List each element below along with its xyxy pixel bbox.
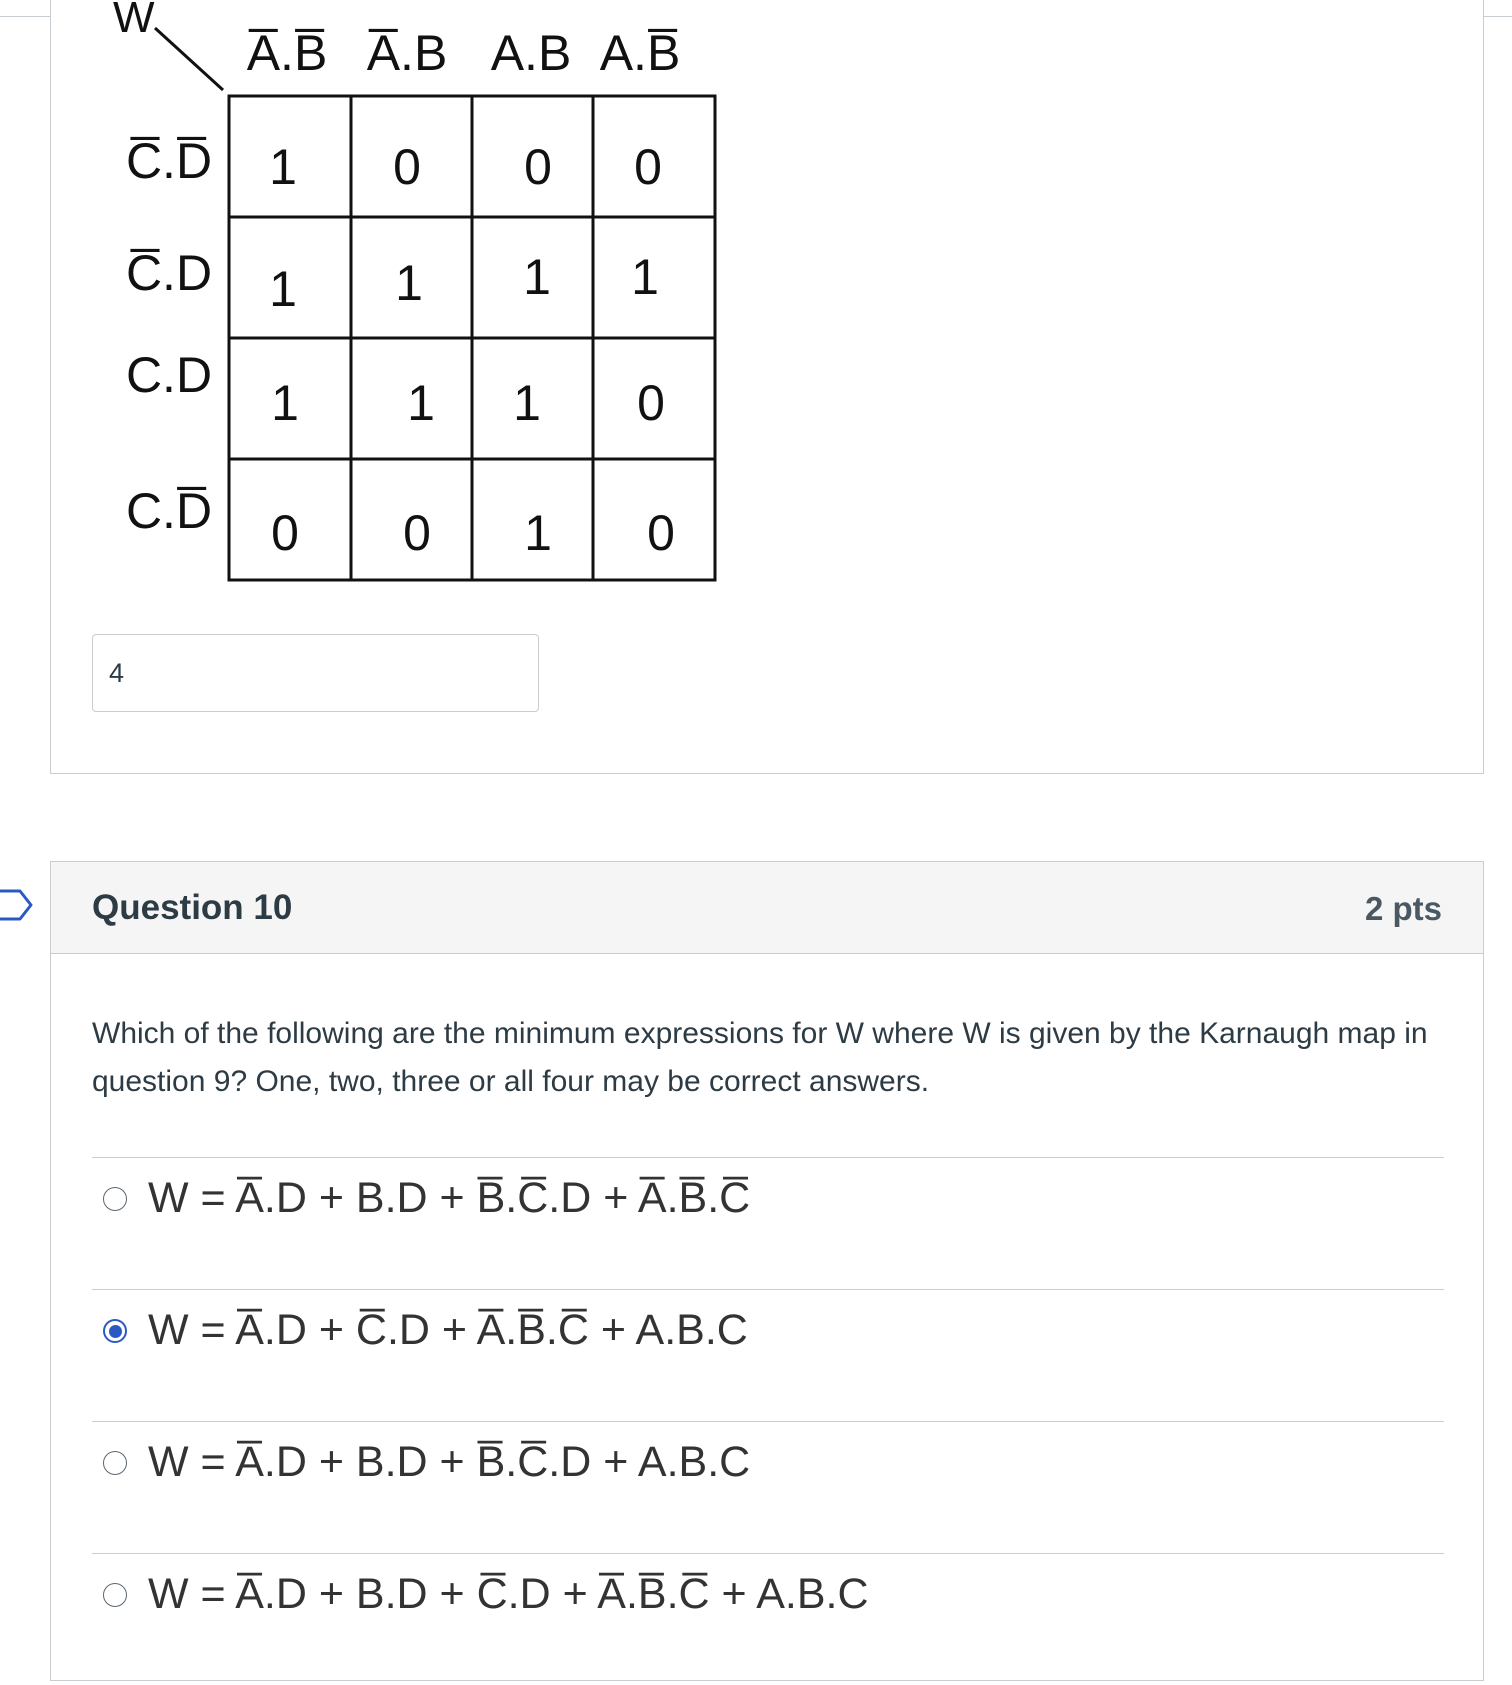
kmap-cell: 0 [403, 505, 431, 561]
kmap-cell: 1 [395, 255, 423, 311]
kmap-cell: 1 [631, 249, 659, 305]
answer-option-label: W = A̅.D + C̅.D + A̅.B̅.C̅ + A.B.C [148, 1306, 748, 1354]
kmap-col-header: A.B̅ [599, 25, 681, 81]
kmap-cell: 0 [647, 505, 675, 561]
kmap-cell: 1 [513, 375, 541, 431]
question-10-card [50, 861, 1484, 1681]
question-points: 2 pts [1364, 890, 1442, 927]
kmap-cell: 0 [634, 139, 662, 195]
answer-option-label: W = A̅.D + B.D + C̅.D + A̅.B̅.C̅ + A.B.C [148, 1570, 869, 1618]
radio-button-selected[interactable] [103, 1319, 127, 1343]
kmap-cell: 1 [523, 249, 551, 305]
kmap-cell: 1 [407, 375, 435, 431]
kmap-row-header: C̅.D [125, 245, 213, 301]
kmap-cell: 1 [269, 261, 297, 317]
question-text: Which of the following are the minimum expressions for W where W is given by the Karnaugh map in question 9? One, two, three or all four may be correct answers. [92, 1017, 1428, 1098]
kmap-cell: 0 [637, 375, 665, 431]
answer-option[interactable] [92, 1289, 1444, 1421]
answer-option-label: W = A̅.D + B.D + B̅.C̅.D + A̅.B̅.C̅ [148, 1174, 751, 1222]
radio-button[interactable] [103, 1583, 127, 1607]
kmap-cell: 0 [393, 139, 421, 195]
kmap-cell: 1 [269, 139, 297, 195]
kmap-cell: 0 [271, 505, 299, 561]
kmap-col-header: A̅.B [366, 25, 448, 81]
kmap-col-header: A̅.B̅ [246, 25, 328, 81]
radio-button[interactable] [103, 1451, 127, 1475]
kmap-corner-diagonal [155, 28, 223, 90]
kmap-row-header: C.D [125, 347, 213, 403]
radio-button[interactable] [103, 1187, 127, 1211]
kmap-corner-label: W [113, 0, 155, 42]
karnaugh-map [51, 0, 851, 618]
kmap-cell: 0 [524, 139, 552, 195]
question-header [51, 862, 1483, 954]
kmap-row-header: C.D̅ [125, 483, 213, 539]
q9-answer-input[interactable] [92, 634, 539, 712]
kmap-col-header: A.B [490, 25, 572, 81]
flag-question-icon[interactable] [0, 888, 34, 922]
answer-option-label: W = A̅.D + B.D + B̅.C̅.D + A.B.C [148, 1438, 751, 1486]
question-title: Question 10 [92, 888, 293, 927]
answer-option[interactable] [92, 1553, 1444, 1685]
answer-option[interactable] [92, 1421, 1444, 1553]
answer-option[interactable] [92, 1157, 1444, 1289]
kmap-cell: 1 [524, 505, 552, 561]
kmap-row-header: C̅.D̅ [125, 133, 213, 189]
kmap-cell: 1 [271, 375, 299, 431]
